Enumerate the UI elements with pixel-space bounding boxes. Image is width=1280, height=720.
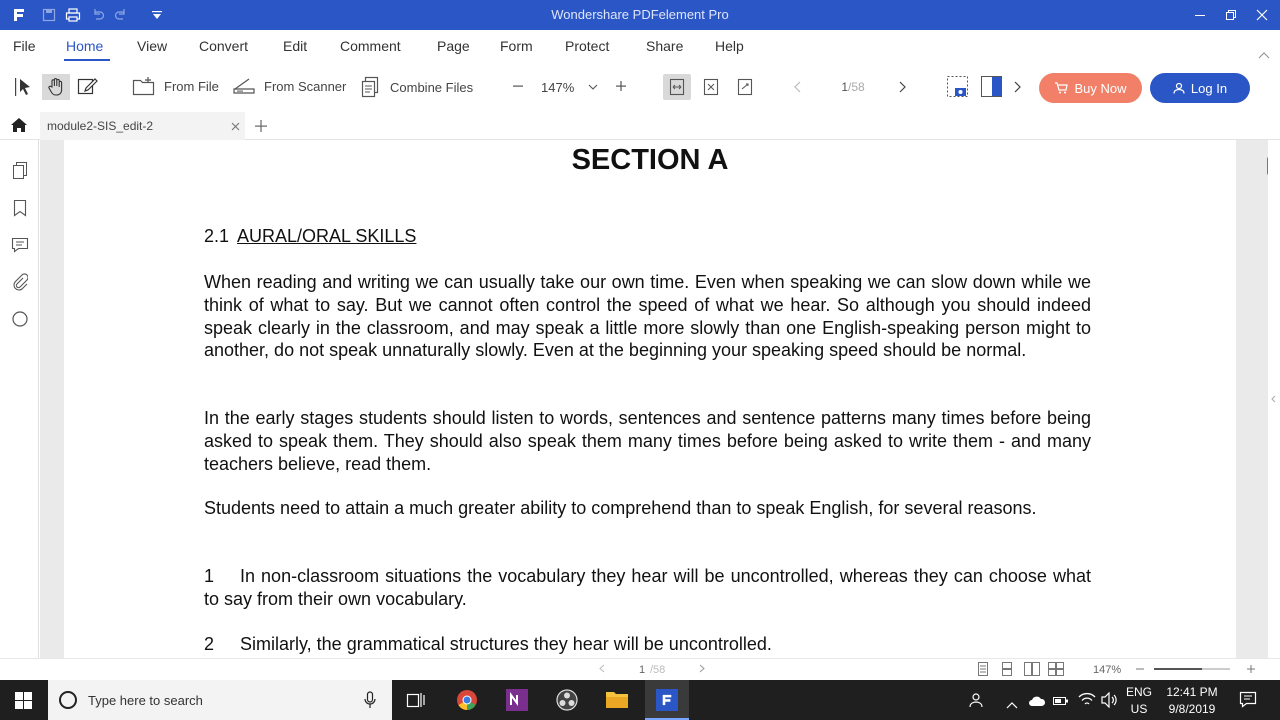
- actual-size-icon[interactable]: [735, 77, 755, 97]
- microphone-icon[interactable]: [364, 691, 376, 712]
- clock-date: 9/8/2019: [1168, 702, 1216, 716]
- buy-now-label: Buy Now: [1074, 80, 1127, 96]
- taskbar-search-placeholder: Type here to search: [88, 693, 203, 708]
- zoom-value: 147%: [541, 79, 575, 95]
- pdfelement-icon: [656, 689, 678, 711]
- left-sidebar: [0, 140, 39, 658]
- subsection-heading: [204, 226, 416, 247]
- clock-time: 12:41 PM: [1166, 685, 1218, 699]
- collapse-right-panel-icon[interactable]: [1271, 390, 1276, 408]
- status-zoom-in-icon[interactable]: [1247, 664, 1255, 676]
- onedrive-icon[interactable]: [1028, 694, 1046, 712]
- status-zoom-value: 147%: [1093, 664, 1122, 676]
- show-hidden-icons-icon[interactable]: [1006, 696, 1018, 714]
- document-viewer[interactable]: [40, 140, 1268, 658]
- bookmark-icon[interactable]: [10, 198, 30, 218]
- battery-icon[interactable]: [1053, 694, 1069, 712]
- action-center-icon[interactable]: [1239, 691, 1257, 714]
- title-bar: [0, 0, 1280, 30]
- buy-now-button[interactable]: [1039, 73, 1142, 103]
- list-item-number: 2: [204, 634, 215, 654]
- input-language[interactable]: [1124, 685, 1154, 716]
- two-page-view-icon[interactable]: [1024, 662, 1040, 679]
- document-tab[interactable]: [40, 112, 245, 140]
- obs-icon[interactable]: [556, 689, 578, 716]
- attachment-icon[interactable]: [10, 272, 30, 292]
- fit-page-icon[interactable]: [701, 77, 721, 97]
- file-explorer-icon[interactable]: [606, 690, 628, 714]
- pdfelement-taskbar-button[interactable]: [645, 680, 689, 720]
- next-page-icon[interactable]: [898, 81, 906, 93]
- zoom-slider[interactable]: [1154, 668, 1230, 670]
- search-icon[interactable]: [10, 309, 30, 329]
- user-icon: [1173, 82, 1185, 94]
- zoom-out-icon[interactable]: [512, 80, 524, 92]
- comments-icon[interactable]: [10, 235, 30, 255]
- new-tab-icon[interactable]: [255, 119, 267, 137]
- volume-icon[interactable]: [1101, 692, 1119, 713]
- chevron-down-icon: [588, 84, 598, 90]
- menu-page[interactable]: Page: [437, 38, 470, 54]
- subsection-title: AURAL/ORAL SKILLS: [237, 226, 417, 246]
- close-tab-icon[interactable]: [231, 120, 240, 134]
- zoom-in-icon[interactable]: [615, 80, 627, 92]
- combine-files-button[interactable]: [360, 76, 473, 98]
- thumbnails-icon[interactable]: [10, 161, 30, 181]
- select-tool-icon[interactable]: [14, 76, 34, 98]
- pdf-page[interactable]: [64, 140, 1236, 658]
- zoom-select[interactable]: [534, 75, 602, 99]
- tab-bar: [0, 112, 1280, 140]
- restore-button[interactable]: [1215, 0, 1247, 30]
- list-item: [204, 565, 1091, 611]
- active-menu-indicator: [64, 59, 110, 61]
- page-total: /58: [848, 80, 865, 94]
- list-item-text: Similarly, the grammatical structures they hear will be uncontrolled.: [240, 634, 772, 654]
- minimize-button[interactable]: [1184, 0, 1216, 30]
- language-bottom: US: [1130, 702, 1148, 716]
- page-view-icon[interactable]: [980, 75, 1004, 99]
- fit-width-icon[interactable]: [667, 77, 687, 97]
- menu-view[interactable]: View: [137, 38, 168, 54]
- wifi-icon[interactable]: [1078, 692, 1096, 713]
- subsection-number: 2.1: [204, 226, 230, 246]
- chrome-icon[interactable]: [456, 689, 478, 716]
- menu-help[interactable]: Help: [715, 38, 744, 54]
- vertical-scrollbar[interactable]: [1268, 140, 1280, 658]
- menu-bar: [0, 30, 1280, 62]
- cart-icon: [1054, 82, 1068, 94]
- paragraph: In the early stages students should listen to words, sentences and sentence patterns many times before being asked to speak them. They should also speak them many times before being asked to write them - and many teachers believe, read them.: [204, 408, 1091, 474]
- clock[interactable]: [1160, 685, 1224, 716]
- language-top: ENG: [1125, 685, 1152, 699]
- menu-edit[interactable]: Edit: [283, 38, 308, 54]
- home-icon[interactable]: [10, 117, 28, 138]
- status-page-current[interactable]: 1: [639, 664, 646, 676]
- zoom-slider-fill: [1154, 668, 1202, 670]
- windows-start-icon[interactable]: [15, 692, 32, 714]
- onenote-icon[interactable]: [506, 689, 528, 716]
- menu-file[interactable]: File: [13, 38, 36, 54]
- menu-home[interactable]: Home: [66, 38, 104, 54]
- document-tab-name: module2-SIS_edit-2: [47, 119, 154, 133]
- menu-convert[interactable]: Convert: [199, 38, 249, 54]
- log-in-label: Log In: [1190, 80, 1228, 96]
- status-prev-page-icon[interactable]: [599, 664, 605, 676]
- paragraph: Students need to attain a much greater ability to comprehend than to speak English, for several reasons.: [204, 498, 1037, 518]
- menu-form[interactable]: Form: [500, 38, 533, 54]
- task-view-icon[interactable]: [406, 691, 426, 714]
- toolbar: [0, 62, 1280, 112]
- app-title: Wondershare PDFelement Pro: [551, 7, 729, 22]
- screenshot-icon[interactable]: [946, 75, 970, 99]
- people-icon[interactable]: [968, 692, 986, 713]
- page-current: 1: [841, 80, 848, 94]
- edit-tool-icon[interactable]: [77, 76, 99, 96]
- list-item-number: 1: [204, 566, 215, 586]
- cortana-icon: [58, 690, 78, 713]
- menu-share[interactable]: Share: [646, 38, 684, 54]
- combine-files-label: Combine Files: [390, 79, 474, 95]
- section-title: SECTION A: [571, 144, 729, 176]
- single-page-view-icon[interactable]: [976, 662, 990, 679]
- menu-comment[interactable]: Comment: [340, 38, 401, 54]
- close-button[interactable]: [1246, 0, 1278, 30]
- from-scanner-button[interactable]: [232, 76, 346, 96]
- status-next-page-icon[interactable]: [699, 664, 705, 676]
- menu-protect[interactable]: Protect: [565, 38, 610, 54]
- page-number-box[interactable]: [818, 76, 888, 98]
- hand-tool-icon[interactable]: [42, 74, 70, 100]
- taskbar: [0, 680, 1280, 720]
- from-scanner-label: From Scanner: [264, 78, 347, 94]
- more-tools-icon[interactable]: [1013, 81, 1021, 93]
- status-page-total: /58: [650, 664, 666, 676]
- two-page-continuous-icon[interactable]: [1048, 662, 1064, 679]
- list-item: [204, 633, 1091, 656]
- from-file-button[interactable]: [132, 76, 219, 96]
- status-bar: [0, 658, 1280, 680]
- continuous-view-icon[interactable]: [1000, 662, 1014, 679]
- log-in-button[interactable]: [1150, 73, 1250, 103]
- paragraph: When reading and writing we can usually take our own time. Even when speaking we can slow down while we think of what to say. But we cannot often control the speed of what we hear. So although you should indeed speak clearly in the classroom, and may speak a little more slowly than one English-speaking person might to another, do not speak unnaturally slowly. Even at the beginning your speaking speed should be normal.: [204, 272, 1091, 361]
- taskbar-search-box[interactable]: [48, 680, 392, 720]
- list-item-text: In non-classroom situations the vocabulary they hear will be uncontrolled, whereas they can choose what to say from their own vocabulary.: [204, 566, 1091, 609]
- from-file-label: From File: [164, 78, 219, 94]
- previous-page-icon[interactable]: [794, 81, 802, 93]
- status-zoom-out-icon[interactable]: [1136, 664, 1144, 676]
